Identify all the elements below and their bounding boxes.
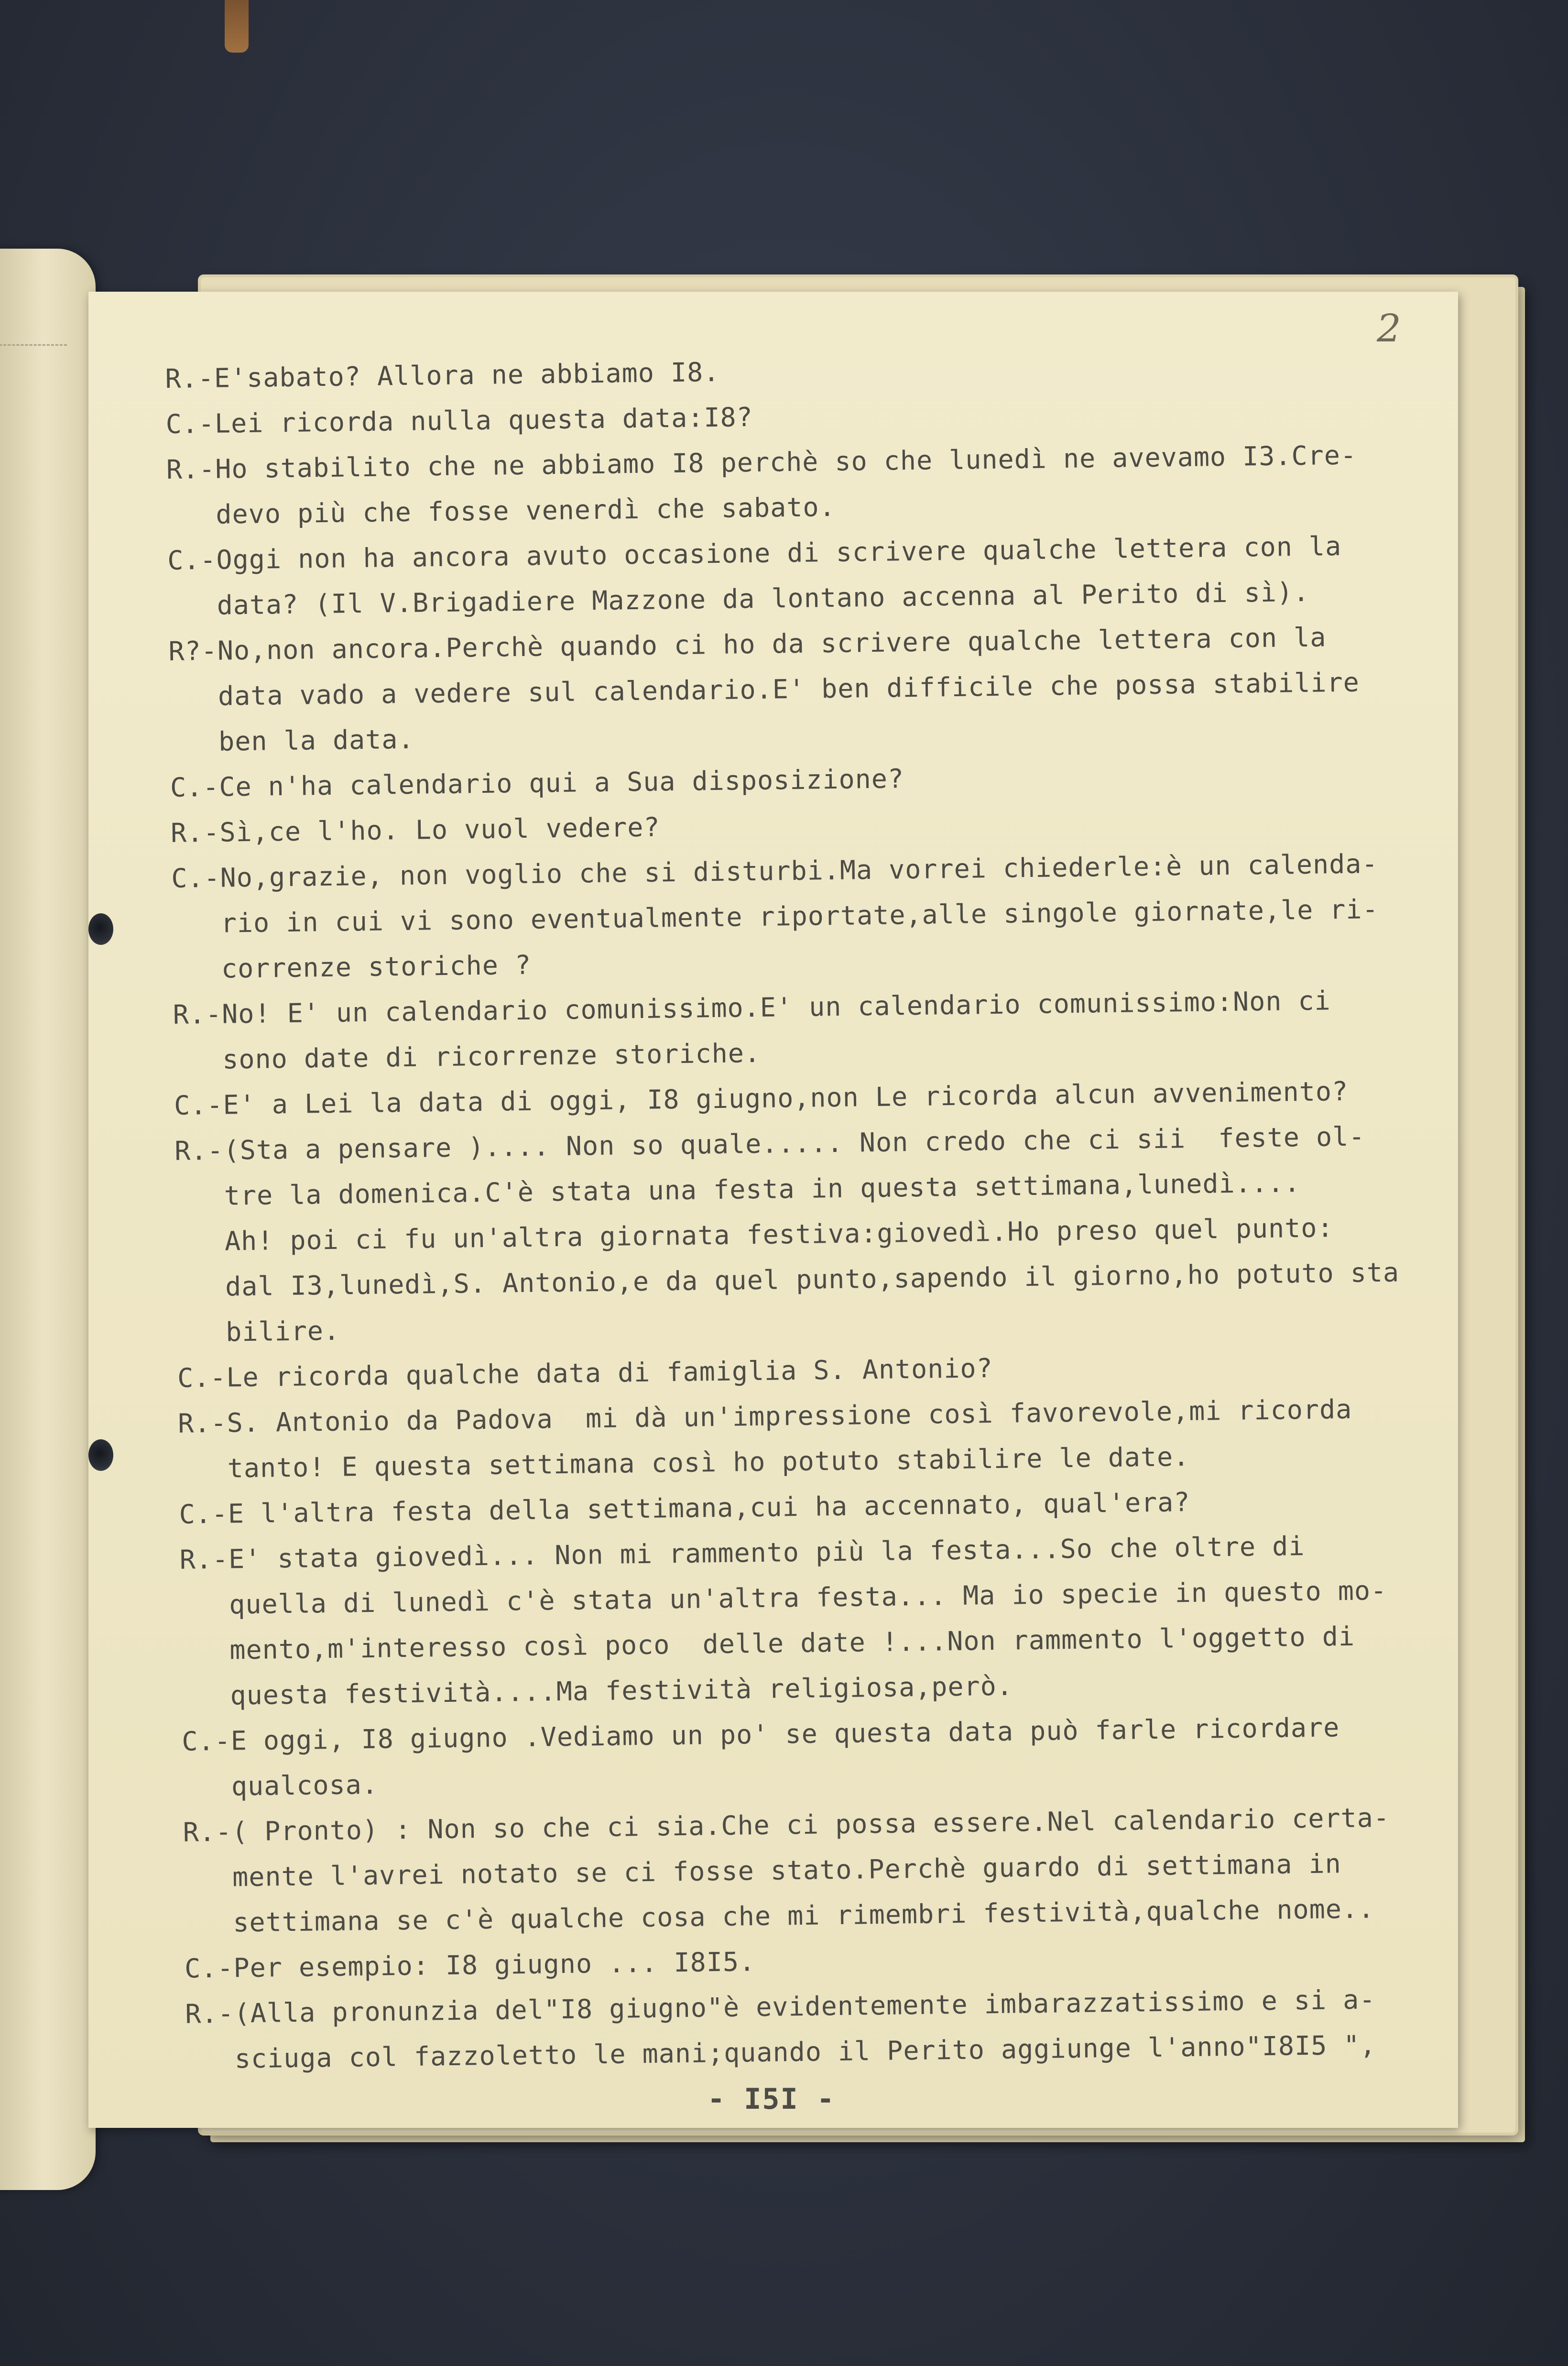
text-line: dal I3,lunedì,S. Antonio,e da quel punto,sapendo il giorno,ho potuto sta	[176, 1257, 1400, 1303]
text-line: rio in cui vi sono eventualmente riportate,alle singole giornate,le ri-	[172, 894, 1379, 939]
text-line: ben la data.	[169, 723, 414, 757]
text-line: R?-No,non ancora.Perchè quando ci ho da scrivere qualche lettera con la	[168, 622, 1327, 667]
binder-hole-top	[88, 913, 113, 945]
previous-page-margin-mark	[0, 344, 67, 346]
text-line: Ah! poi ci fu un'altra giornata festiva:giovedì.Ho preso quel punto:	[175, 1212, 1334, 1257]
text-line: R.-Sì,ce l'ho. Lo vuol vedere?	[170, 811, 660, 848]
text-line: sono date di ricorrenze storiche.	[173, 1037, 761, 1075]
text-line: questa festività....Ma festività religiosa,però.	[181, 1670, 1013, 1711]
text-line: sciuga col fazzoletto le mani;quando il Perito aggiunge l'anno"I8I5 ",	[185, 2029, 1376, 2075]
text-line: C.-E' a Lei la data di oggi, I8 giugno,non Le ricorda alcun avvenimento?	[174, 1075, 1349, 1121]
text-line: bilire.	[176, 1315, 340, 1348]
text-line: C.-Lei ricorda nulla questa data:I8?	[165, 401, 753, 439]
text-line: R.-S. Antonio da Padova mi dà un'impressione così favorevole,mi ricorda	[177, 1393, 1352, 1439]
text-line: settimana se c'è qualche cosa che mi rimembri festività,qualche nome..	[184, 1893, 1375, 1939]
text-line: tanto! E questa settimana così ho potuto stabilire le date.	[178, 1441, 1190, 1484]
text-line: devo più che fosse venerdì che sabato.	[166, 491, 836, 530]
text-line: data vado a vedere sul calendario.E' ben difficile che possa stabilire	[169, 667, 1360, 712]
previous-page-curl	[0, 249, 96, 2190]
text-line: C.-Le ricorda qualche data di famiglia S. Antonio?	[177, 1353, 993, 1393]
text-line: R.-Ho stabilito che ne abbiamo I8 perchè so che lunedì ne avevamo I3.Cre-	[166, 439, 1357, 485]
text-line: C.-Ce n'ha calendario qui a Sua disposizione?	[170, 763, 904, 803]
binder-clip	[225, 0, 249, 53]
text-line: qualcosa.	[182, 1769, 379, 1802]
text-line: C.-Per esempio: I8 giugno ... I8I5.	[184, 1946, 756, 1984]
text-line: quella di lunedì c'è stata un'altra festa... Ma io specie in questo mo-	[180, 1575, 1387, 1621]
text-line: R.-E'sabato? Allora ne abbiamo I8.	[165, 356, 720, 394]
footer-page-number: - I5I -	[708, 2082, 835, 2116]
text-line: R.-No! E' un calendario comunissimo.E' un calendario comunissimo:Non ci	[173, 985, 1331, 1030]
text-line: R.-( Pronto) : Non so che ci sia.Che ci possa essere.Nel calendario certa-	[183, 1802, 1390, 1848]
text-line: mento,m'interesso così poco delle date !...Non rammento l'oggetto di	[180, 1621, 1355, 1666]
text-line: C.-Oggi non ha ancora avuto occasione di scrivere qualche lettera con la	[167, 530, 1342, 576]
text-line: tre la domenica.C'è stata una festa in questa settimana,lunedì....	[175, 1167, 1301, 1212]
text-line: C.-E oggi, I8 giugno .Vediamo un po' se questa data può farle ricordare	[182, 1712, 1340, 1757]
text-line: R.-(Alla pronunzia del"I8 giugno"è evidentemente imbarazzatissimo e si a-	[185, 1984, 1376, 2029]
text-line: C.-No,grazie, non voglio che si disturbi.Ma vorrei chiederle:è un calenda-	[171, 848, 1378, 894]
text-line: C.-E l'altra festa della settimana,cui ha accennato, qual'era?	[179, 1486, 1190, 1530]
text-line: R.-E' stata giovedì... Non mi rammento più la festa...So che oltre di	[179, 1531, 1305, 1575]
text-line: mente l'avrei notato se ci fosse stato.Perchè guardo di settimana in	[183, 1848, 1342, 1893]
binder-hole-bottom	[88, 1439, 113, 1471]
handwritten-page-number: 2	[1377, 306, 1401, 351]
text-line: R.-(Sta a pensare ).... Non so quale..... Non credo che ci sii feste ol-	[174, 1121, 1365, 1166]
text-line: correnze storiche ?	[172, 949, 532, 985]
text-line: data? (Il V.Brigadiere Mazzone da lontano accenna al Perito di sì).	[167, 576, 1310, 621]
typewritten-transcript	[165, 340, 1477, 2082]
